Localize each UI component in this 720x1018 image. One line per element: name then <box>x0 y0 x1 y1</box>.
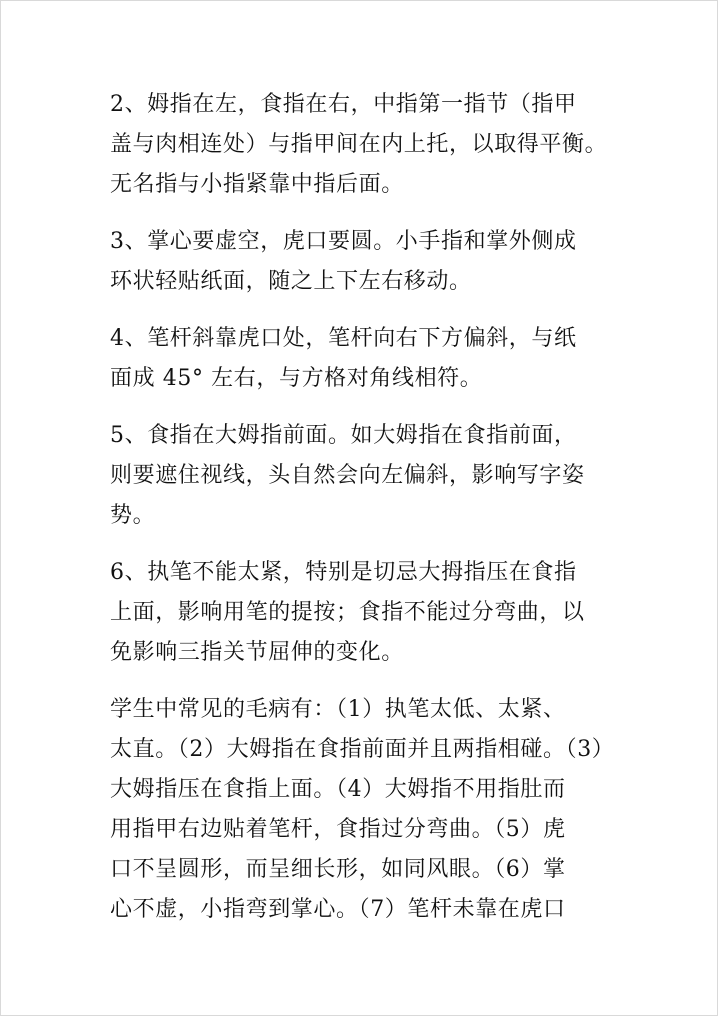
text-line: 无名指与小指紧靠中指后面。 <box>110 172 404 197</box>
text-line: 则要遮住视线，头自然会向左偏斜，影响写字姿 <box>110 463 585 488</box>
paragraph-grip-point-4 <box>110 319 630 399</box>
text-line: 免影响三指关节屈伸的变化。 <box>110 640 404 665</box>
text-line: 环状轻贴纸面，随之上下左右移动。 <box>110 269 472 294</box>
paragraph-grip-point-5 <box>110 416 630 536</box>
text-line: 4、笔杆斜靠虎口处，笔杆向右下方偏斜，与纸 <box>110 326 577 351</box>
paragraph-grip-point-3 <box>110 222 630 302</box>
text-line: 心不虚，小指弯到掌心。（7）笔杆未靠在虎口 <box>110 897 566 922</box>
text-line: 6、执笔不能太紧，特别是切忌大拇指压在食指 <box>110 560 577 585</box>
text-line: 上面，影响用笔的提按；食指不能过分弯曲，以 <box>110 600 585 625</box>
text-line: 太直。（2）大姆指在食指前面并且两指相碰。（3） <box>110 737 615 762</box>
text-line: 口不呈圆形，而呈细长形，如同风眼。（6）掌 <box>110 857 566 882</box>
paragraph-grip-point-6 <box>110 553 630 673</box>
paragraph-common-problems <box>110 690 630 930</box>
text-line: 5、食指在大姆指前面。如大姆指在食指前面， <box>110 423 577 448</box>
text-line: 3、掌心要虚空，虎口要圆。小手指和掌外侧成 <box>110 229 577 254</box>
paragraph-grip-point-2 <box>110 85 630 205</box>
text-line: 2、姆指在左，食指在右，中指第一指节（指甲 <box>110 92 577 117</box>
text-line: 面成 45° 左右，与方格对角线相符。 <box>110 366 483 391</box>
text-line: 势。 <box>110 503 156 528</box>
text-line: 盖与肉相连处）与指甲间在内上托，以取得平衡。 <box>110 132 608 157</box>
document-body <box>110 85 630 947</box>
text-line: 学生中常见的毛病有：（1）执笔太低、太紧、 <box>110 697 566 722</box>
text-line: 用指甲右边贴着笔杆，食指过分弯曲。（5）虎 <box>110 817 566 842</box>
text-line: 大姆指压在食指上面。（4）大姆指不用指肚而 <box>110 777 566 802</box>
